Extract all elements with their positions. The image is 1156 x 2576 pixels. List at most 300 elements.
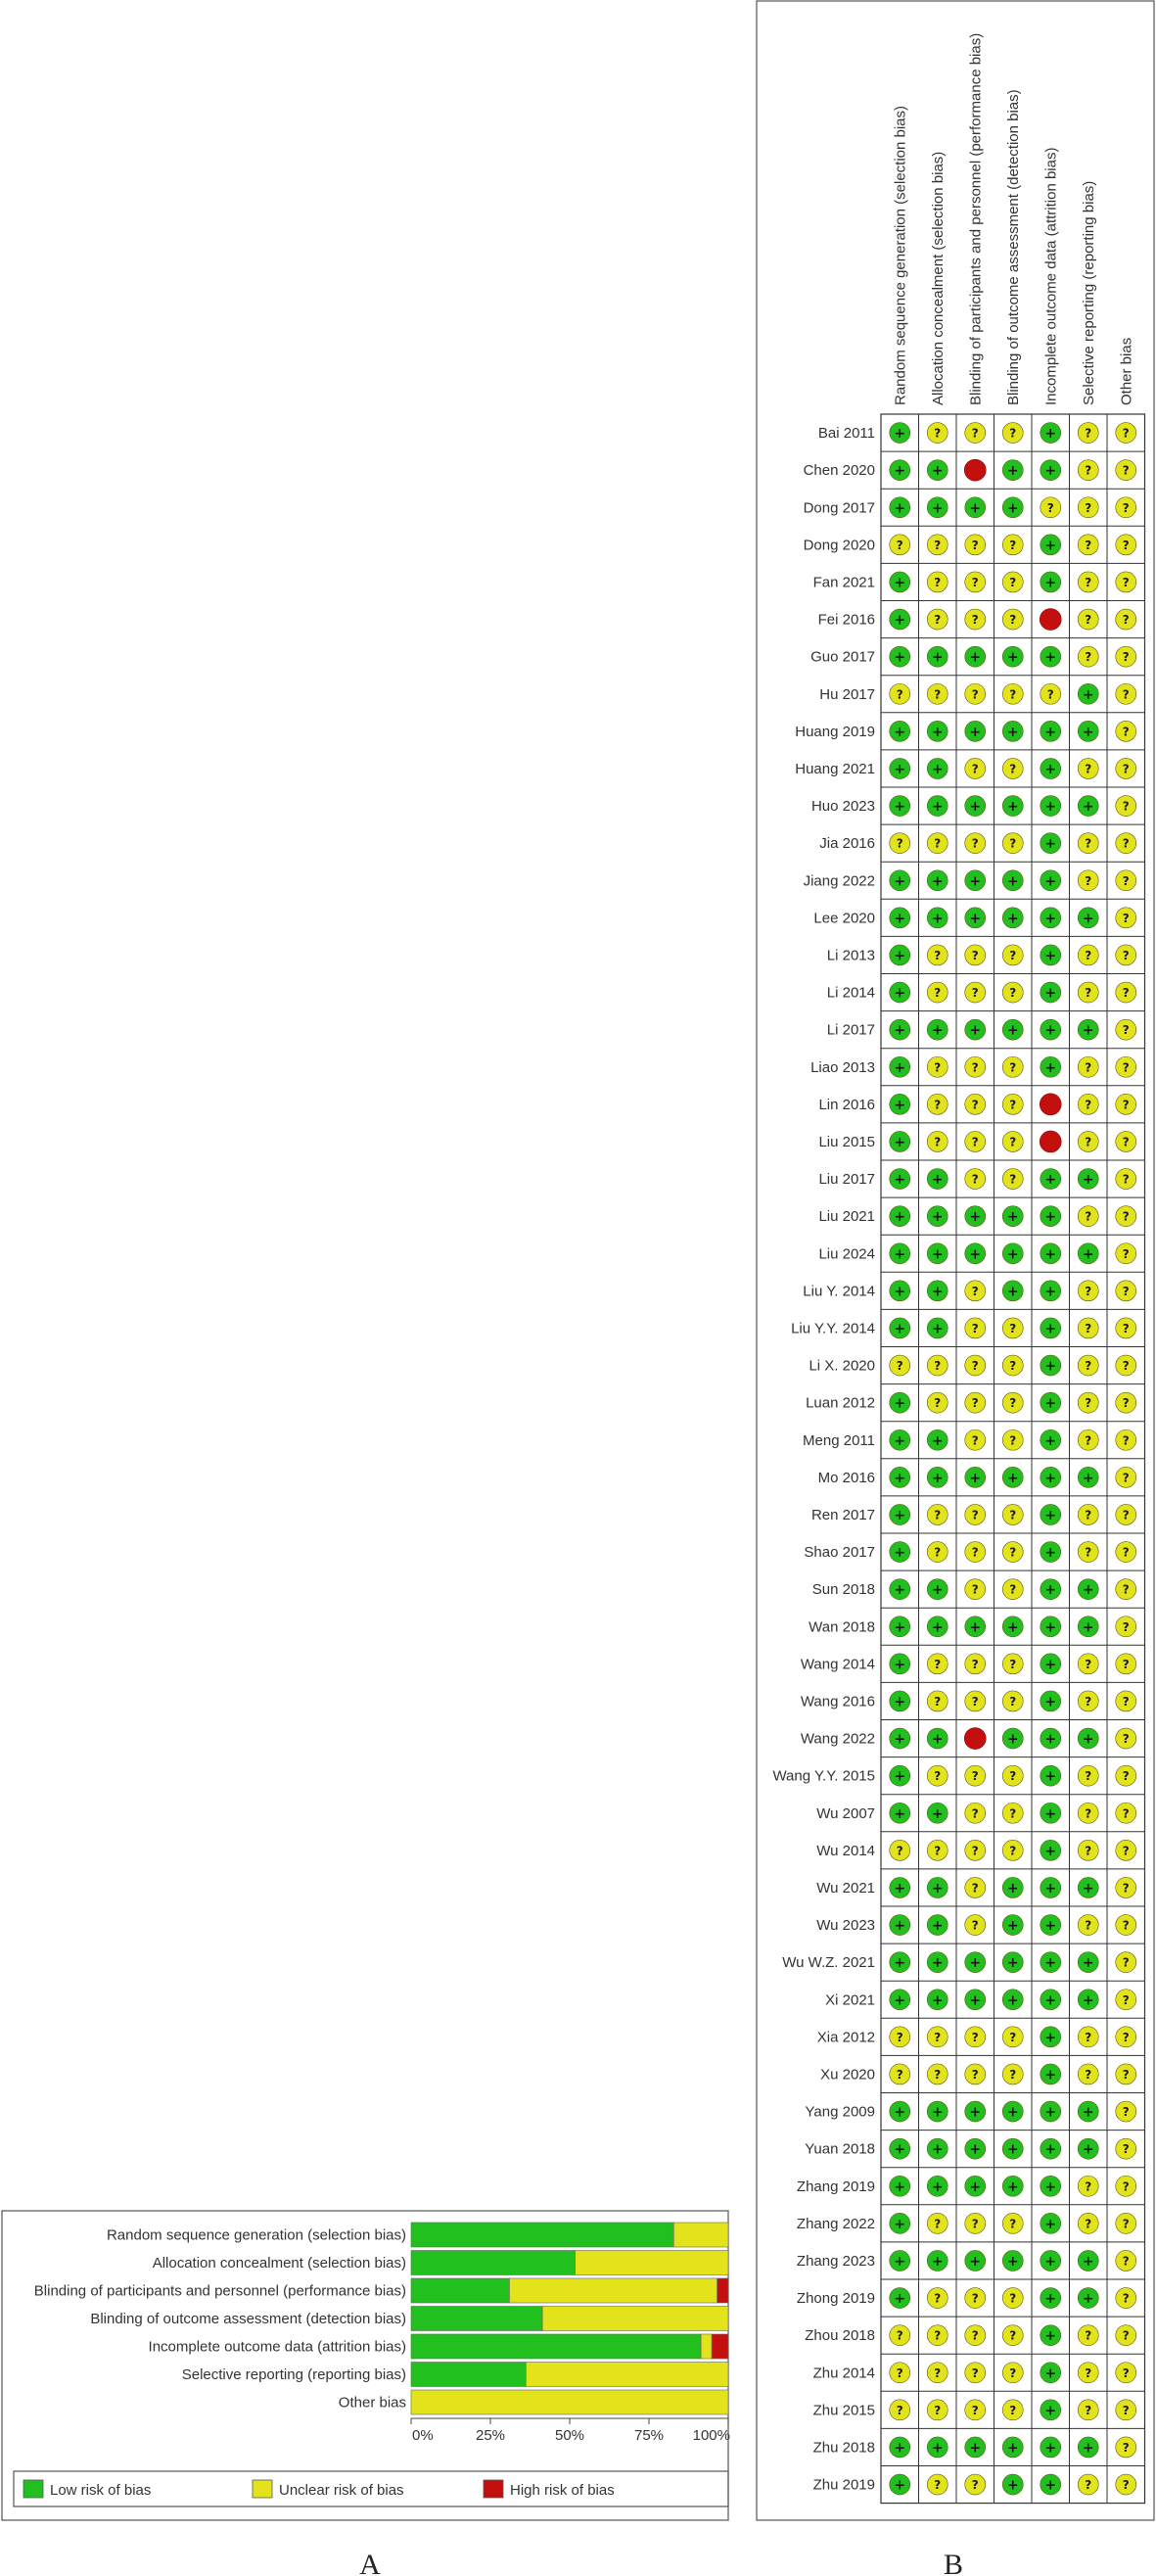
rating-cell-unclear <box>1078 1803 1098 1823</box>
rating-cell-unclear <box>1078 2027 1098 2047</box>
rating-symbol-unclear: ? <box>1085 873 1092 888</box>
rating-cell-low <box>1040 1169 1061 1190</box>
rating-cell-unclear <box>1116 721 1136 741</box>
rating-symbol-low: + <box>1044 538 1057 554</box>
rating-symbol-low: + <box>1082 911 1094 927</box>
rating-cell-low <box>1078 1019 1098 1040</box>
rating-symbol-low: + <box>894 1805 906 1822</box>
rating-cell-low <box>1078 1579 1098 1600</box>
column-header-other-bias: Other bias <box>1118 337 1135 405</box>
rating-cell-low <box>1040 2363 1061 2383</box>
rating-symbol-low: + <box>931 500 944 517</box>
rating-symbol-unclear: ? <box>1009 1508 1017 1522</box>
rating-symbol-unclear: ? <box>1085 650 1092 665</box>
rating-cell-low <box>927 2138 948 2159</box>
bar-label-allocation-concealment-selection-bias: Allocation concealment (selection bias) <box>152 2255 406 2272</box>
rating-cell-unclear <box>965 1429 986 1450</box>
rating-symbol-unclear: ? <box>1009 2291 1017 2306</box>
rating-cell-low <box>1040 1318 1061 1338</box>
rating-symbol-low: + <box>969 1022 982 1039</box>
rating-cell-unclear <box>1078 1915 1098 1936</box>
rating-symbol-low: + <box>969 799 982 816</box>
rating-symbol-unclear: ? <box>1085 2217 1092 2231</box>
rating-symbol-low: + <box>894 948 906 964</box>
rating-symbol-low: + <box>894 911 906 927</box>
rating-symbol-unclear: ? <box>1122 463 1130 478</box>
rating-cell-low <box>965 1990 986 2010</box>
rating-cell-unclear <box>1078 460 1098 481</box>
rating-cell-low <box>1002 1243 1023 1264</box>
rating-cell-unclear <box>1116 2138 1136 2159</box>
rating-cell-low <box>1040 833 1061 854</box>
rating-cell-unclear <box>927 1691 948 1711</box>
rating-symbol-low: + <box>894 761 906 777</box>
rating-symbol-unclear: ? <box>971 575 979 589</box>
rating-symbol-unclear: ? <box>1122 1172 1130 1187</box>
rating-cell-unclear <box>927 1654 948 1674</box>
rating-cell-unclear <box>1002 535 1023 555</box>
rating-symbol-low: + <box>1044 799 1057 816</box>
rating-symbol-low: + <box>1082 799 1094 816</box>
study-label: Zhang 2023 <box>796 2252 875 2270</box>
rating-symbol-low: + <box>1044 2178 1057 2195</box>
rating-cell-low <box>1040 535 1061 555</box>
study-label: Zhu 2019 <box>812 2476 875 2494</box>
rating-cell-low <box>927 1318 948 1338</box>
rating-symbol-low: + <box>1044 1731 1057 1748</box>
rating-symbol-unclear: ? <box>1085 1694 1092 1709</box>
rating-cell-low <box>890 1131 910 1151</box>
rating-symbol-low: + <box>1082 1955 1094 1972</box>
rating-symbol-unclear: ? <box>934 613 942 628</box>
rating-symbol-unclear: ? <box>934 1694 942 1709</box>
rating-symbol-unclear: ? <box>934 1098 942 1112</box>
rating-symbol-low: + <box>969 911 982 927</box>
rating-symbol-low: + <box>894 1545 906 1562</box>
study-label: Wu 2007 <box>816 1804 875 1822</box>
rating-symbol-unclear: ? <box>971 687 979 702</box>
study-label: Wu 2021 <box>816 1879 875 1897</box>
study-label: Li 2013 <box>826 947 875 964</box>
rating-cell-unclear <box>1116 945 1136 965</box>
rating-symbol-low: + <box>1044 1768 1057 1785</box>
x-tick-label: 75% <box>633 2427 665 2444</box>
rating-cell-low <box>1002 2474 1023 2495</box>
rating-symbol-unclear: ? <box>934 1844 942 1858</box>
rating-symbol-unclear: ? <box>1122 836 1130 851</box>
rating-symbol-low: + <box>1006 1022 1019 1039</box>
rating-symbol-unclear: ? <box>934 2328 942 2343</box>
rating-cell-unclear <box>965 945 986 965</box>
rating-symbol-unclear: ? <box>1122 1619 1130 1634</box>
rating-symbol-unclear: ? <box>971 762 979 776</box>
rating-symbol-low: + <box>1044 2403 1057 2419</box>
rating-symbol-unclear: ? <box>971 1694 979 1709</box>
rating-cell-unclear <box>1002 833 1023 854</box>
rating-cell-unclear <box>1002 2027 1023 2047</box>
rating-symbol-unclear: ? <box>896 2030 903 2044</box>
study-label: Li 2014 <box>826 984 875 1002</box>
rating-symbol-low: + <box>931 2141 944 2158</box>
rating-cell-low <box>890 2288 910 2309</box>
rating-cell-low <box>1002 1206 1023 1227</box>
rating-cell-low <box>890 1094 910 1114</box>
rating-symbol-low: + <box>969 2440 982 2457</box>
rating-symbol-unclear: ? <box>1122 2105 1130 2120</box>
rating-cell-unclear <box>1116 2176 1136 2196</box>
rating-cell-unclear <box>927 1840 948 1860</box>
rating-symbol-unclear: ? <box>1085 1060 1092 1075</box>
rating-cell-unclear <box>965 982 986 1003</box>
rating-cell-unclear <box>927 1355 948 1376</box>
rating-symbol-low: + <box>894 1172 906 1189</box>
rating-cell-unclear <box>1116 1019 1136 1040</box>
rating-symbol-unclear: ? <box>1009 613 1017 628</box>
rating-symbol-low: + <box>931 1731 944 1748</box>
rating-cell-low <box>890 1952 910 1973</box>
rating-cell-low <box>927 2101 948 2122</box>
study-label: Zhou 2018 <box>805 2327 875 2345</box>
rating-cell-low <box>890 1915 910 1936</box>
rating-symbol-unclear: ? <box>896 2067 903 2082</box>
rating-cell-unclear <box>1078 945 1098 965</box>
rating-symbol-unclear: ? <box>1009 1545 1017 1560</box>
rating-symbol-low: + <box>1082 1470 1094 1486</box>
rating-cell-unclear <box>965 1504 986 1524</box>
rating-symbol-unclear: ? <box>1122 2328 1130 2343</box>
rating-cell-low <box>1002 2250 1023 2271</box>
rating-symbol-unclear: ? <box>934 426 942 441</box>
rating-symbol-unclear: ? <box>934 1135 942 1149</box>
rating-symbol-unclear: ? <box>1009 2030 1017 2044</box>
rating-symbol-low: + <box>894 1059 906 1076</box>
rating-cell-low <box>890 2474 910 2495</box>
rating-symbol-low: + <box>1082 1880 1094 1897</box>
rating-cell-low <box>890 1243 910 1264</box>
rating-cell-low <box>1040 1840 1061 1860</box>
rating-symbol-low: + <box>1082 2291 1094 2308</box>
rating-symbol-unclear: ? <box>1085 948 1092 962</box>
rating-cell-low <box>1040 2064 1061 2084</box>
rating-cell-low <box>1078 721 1098 741</box>
rating-symbol-low: + <box>1006 724 1019 740</box>
rating-cell-unclear <box>1002 982 1023 1003</box>
rating-symbol-unclear: ? <box>934 1359 942 1374</box>
rating-symbol-unclear: ? <box>1009 1433 1017 1448</box>
rating-cell-unclear <box>890 2027 910 2047</box>
rating-symbol-low: + <box>894 1582 906 1599</box>
rating-symbol-unclear: ? <box>896 2403 903 2417</box>
rating-dot-high <box>964 459 986 481</box>
rating-cell-low <box>927 870 948 891</box>
rating-cell-low <box>890 1392 910 1413</box>
study-label: Liu 2017 <box>818 1171 875 1189</box>
rating-cell-unclear <box>1116 1056 1136 1077</box>
rating-cell-low <box>927 1579 948 1600</box>
rating-cell-low <box>1002 2437 1023 2458</box>
rating-cell-unclear <box>965 1803 986 1823</box>
rating-cell-unclear <box>1116 2027 1136 2047</box>
rating-cell-unclear <box>1078 646 1098 667</box>
legend-swatch-unclear <box>253 2480 272 2498</box>
rating-cell-unclear <box>965 2474 986 2495</box>
rating-cell-unclear <box>1002 1355 1023 1376</box>
rating-symbol-low: + <box>1082 1246 1094 1263</box>
column-header-blinding-of-outcome-assessment-detection-bias: Blinding of outcome assessment (detection bias) <box>1004 89 1022 405</box>
rating-symbol-unclear: ? <box>971 538 979 552</box>
rating-cell-low <box>890 2250 910 2271</box>
study-label: Fan 2021 <box>812 574 875 591</box>
rating-cell-low <box>1040 1728 1061 1749</box>
rating-symbol-low: + <box>894 1395 906 1412</box>
legend-label-low: Low risk of bias <box>50 2482 152 2499</box>
legend-label-high: High risk of bias <box>510 2482 615 2499</box>
rating-cell-unclear <box>1078 1654 1098 1674</box>
rating-symbol-unclear: ? <box>1009 2067 1017 2082</box>
rating-cell-unclear <box>1116 1392 1136 1413</box>
rating-symbol-unclear: ? <box>934 2067 942 2082</box>
rating-cell-unclear <box>890 683 910 704</box>
rating-symbol-unclear: ? <box>1122 762 1130 776</box>
rating-cell-unclear <box>1116 2437 1136 2458</box>
study-label: Yang 2009 <box>805 2103 875 2121</box>
rating-symbol-unclear: ? <box>1122 650 1130 665</box>
rating-cell-low <box>1002 460 1023 481</box>
study-label: Li X. 2020 <box>809 1357 875 1375</box>
rating-cell-unclear <box>1078 870 1098 891</box>
rating-cell-unclear <box>965 2027 986 2047</box>
rating-symbol-low: + <box>1044 426 1057 443</box>
rating-cell-high <box>964 1728 986 1750</box>
rating-symbol-low: + <box>1044 2440 1057 2457</box>
rating-symbol-unclear: ? <box>934 538 942 552</box>
rating-symbol-low: + <box>894 873 906 890</box>
rating-cell-unclear <box>965 423 986 444</box>
study-label: Fei 2016 <box>817 611 875 629</box>
rating-symbol-unclear: ? <box>971 2291 979 2306</box>
study-label: Zhong 2019 <box>796 2290 875 2308</box>
rating-symbol-unclear: ? <box>934 2291 942 2306</box>
rating-symbol-unclear: ? <box>971 836 979 851</box>
rating-cell-low <box>890 460 910 481</box>
rating-cell-low <box>1040 1765 1061 1786</box>
rating-symbol-low: + <box>1006 463 1019 480</box>
rating-cell-unclear <box>1040 497 1061 518</box>
rating-symbol-unclear: ? <box>1046 500 1054 515</box>
rating-symbol-low: + <box>894 1209 906 1226</box>
rating-cell-unclear <box>927 572 948 592</box>
rating-symbol-unclear: ? <box>934 2365 942 2380</box>
rating-cell-unclear <box>1078 833 1098 854</box>
bar-unclear-selective-reporting-reporting-bias <box>526 2363 728 2387</box>
rating-symbol-low: + <box>894 1955 906 1972</box>
rating-cell-low <box>1078 1728 1098 1749</box>
rating-symbol-unclear: ? <box>934 2478 942 2493</box>
study-label: Jia 2016 <box>819 835 875 853</box>
rating-symbol-unclear: ? <box>1122 873 1130 888</box>
rating-symbol-unclear: ? <box>1122 1545 1130 1560</box>
rating-cell-unclear <box>965 609 986 630</box>
rating-symbol-unclear: ? <box>1085 836 1092 851</box>
rating-symbol-unclear: ? <box>1085 1433 1092 1448</box>
x-tick-label: 50% <box>554 2427 585 2444</box>
rating-cell-unclear <box>1078 2213 1098 2233</box>
rating-symbol-unclear: ? <box>1085 1545 1092 1560</box>
rating-symbol-low: + <box>1006 873 1019 890</box>
rating-symbol-low: + <box>931 1246 944 1263</box>
rating-cell-unclear <box>1116 2288 1136 2309</box>
rating-cell-unclear <box>1116 796 1136 817</box>
rating-symbol-unclear: ? <box>1122 948 1130 962</box>
rating-symbol-low: + <box>1006 1470 1019 1486</box>
rating-symbol-low: + <box>1044 1805 1057 1822</box>
rating-cell-unclear <box>927 833 948 854</box>
rating-symbol-low: + <box>931 2178 944 2195</box>
rating-symbol-low: + <box>931 1619 944 1636</box>
rating-cell-unclear <box>890 1840 910 1860</box>
rating-cell-high <box>1040 1094 1061 1115</box>
rating-symbol-low: + <box>1044 463 1057 480</box>
rating-cell-unclear <box>1002 1094 1023 1114</box>
rating-cell-unclear <box>1002 2363 1023 2383</box>
rating-cell-low <box>1040 2101 1061 2122</box>
rating-cell-low <box>890 721 910 741</box>
rating-symbol-unclear: ? <box>896 1844 903 1858</box>
rating-cell-low <box>890 796 910 817</box>
rating-cell-unclear <box>965 2064 986 2084</box>
rating-symbol-low: + <box>1006 1246 1019 1263</box>
rating-symbol-low: + <box>931 873 944 890</box>
rating-cell-unclear <box>965 2400 986 2420</box>
rating-cell-unclear <box>927 2027 948 2047</box>
rating-symbol-unclear: ? <box>971 1918 979 1933</box>
rating-cell-unclear <box>927 982 948 1003</box>
rating-cell-low <box>890 1281 910 1301</box>
rating-symbol-unclear: ? <box>971 1806 979 1821</box>
rating-symbol-low: + <box>969 873 982 890</box>
rating-symbol-low: + <box>1044 1507 1057 1523</box>
bar-label-blinding-of-participants-and-personnel-performance-bias: Blinding of participants and personnel (performance bias) <box>33 2282 406 2300</box>
rating-cell-unclear <box>1002 1579 1023 1600</box>
rating-cell-high <box>964 459 986 481</box>
rating-cell-unclear <box>1002 1056 1023 1077</box>
study-label: Lee 2020 <box>813 910 875 927</box>
rating-symbol-low: + <box>1044 1657 1057 1673</box>
rating-symbol-unclear: ? <box>971 1396 979 1411</box>
rating-cell-low <box>1078 683 1098 704</box>
rating-symbol-low: + <box>931 1918 944 1935</box>
rating-symbol-unclear: ? <box>1009 2365 1017 2380</box>
rating-symbol-unclear: ? <box>1122 2365 1130 2380</box>
study-label: Wang 2022 <box>800 1730 875 1748</box>
rating-symbol-unclear: ? <box>971 986 979 1001</box>
rating-cell-low <box>1040 1355 1061 1376</box>
rating-cell-unclear <box>965 1654 986 1674</box>
study-label: Lin 2016 <box>818 1096 875 1113</box>
study-label: Xia 2012 <box>816 2029 875 2046</box>
rating-cell-low <box>927 758 948 778</box>
rating-cell-low <box>1002 1281 1023 1301</box>
rating-cell-low <box>1040 1654 1061 1674</box>
rating-cell-low <box>1002 1616 1023 1637</box>
rating-dot-high <box>964 1728 986 1750</box>
rating-cell-unclear <box>1002 1318 1023 1338</box>
rating-cell-unclear <box>1078 2363 1098 2383</box>
rating-cell-low <box>1078 2101 1098 2122</box>
rating-cell-unclear <box>1116 2213 1136 2233</box>
rating-dot-high <box>1040 1094 1061 1115</box>
rating-cell-unclear <box>1116 833 1136 854</box>
rating-cell-low <box>927 1429 948 1450</box>
rating-symbol-unclear: ? <box>934 2217 942 2231</box>
rating-cell-low <box>1078 1243 1098 1264</box>
rating-cell-unclear <box>1116 497 1136 518</box>
rating-cell-unclear <box>927 2400 948 2420</box>
study-label: Meng 2011 <box>803 1431 875 1449</box>
rating-symbol-low: + <box>894 2291 906 2308</box>
rating-cell-low <box>890 1654 910 1674</box>
rating-symbol-unclear: ? <box>934 687 942 702</box>
rating-symbol-low: + <box>1082 1022 1094 1039</box>
rating-symbol-unclear: ? <box>971 613 979 628</box>
rating-symbol-unclear: ? <box>1122 1955 1130 1970</box>
rating-symbol-unclear: ? <box>1009 1060 1017 1075</box>
rating-cell-unclear <box>1002 2213 1023 2233</box>
rating-symbol-unclear: ? <box>1122 2291 1130 2306</box>
rating-symbol-low: + <box>894 2440 906 2457</box>
column-header-blinding-of-participants-and-personnel-performance-bias: Blinding of participants and personnel (performance bias) <box>967 32 985 405</box>
rating-cell-unclear <box>927 2213 948 2233</box>
rating-cell-unclear <box>1002 945 1023 965</box>
study-label: Huang 2021 <box>795 760 875 777</box>
study-label: Wang 2016 <box>800 1693 875 1710</box>
rating-cell-low <box>1078 1877 1098 1897</box>
rating-cell-unclear <box>927 2474 948 2495</box>
rating-cell-unclear <box>1116 1765 1136 1786</box>
rating-cell-low <box>1078 2288 1098 2309</box>
rating-cell-low <box>1002 2101 1023 2122</box>
rating-symbol-unclear: ? <box>971 1135 979 1149</box>
rating-symbol-unclear: ? <box>971 1172 979 1187</box>
rating-symbol-low: + <box>1006 1880 1019 1897</box>
rating-symbol-low: + <box>894 724 906 740</box>
rating-symbol-low: + <box>1044 1694 1057 1710</box>
rating-cell-low <box>927 1206 948 1227</box>
rating-cell-low <box>890 870 910 891</box>
rating-symbol-low: + <box>1044 2291 1057 2308</box>
rating-cell-low <box>1078 796 1098 817</box>
rating-symbol-low: + <box>1044 1880 1057 1897</box>
rating-cell-low <box>1040 796 1061 817</box>
rating-symbol-low: + <box>1082 2141 1094 2158</box>
rating-symbol-unclear: ? <box>896 687 903 702</box>
rating-symbol-low: + <box>1044 2141 1057 2158</box>
rating-cell-unclear <box>927 1056 948 1077</box>
rating-cell-unclear <box>1116 1131 1136 1151</box>
rating-cell-unclear <box>890 535 910 555</box>
rating-cell-unclear <box>1002 1429 1023 1450</box>
rating-symbol-low: + <box>969 2141 982 2158</box>
rating-cell-low <box>1040 1691 1061 1711</box>
rating-symbol-unclear: ? <box>1122 1992 1130 2007</box>
rating-cell-low <box>965 1467 986 1487</box>
rating-symbol-unclear: ? <box>1085 575 1092 589</box>
rating-cell-low <box>965 1206 986 1227</box>
bar-label-other-bias: Other bias <box>338 2394 406 2412</box>
rating-symbol-low: + <box>1006 2178 1019 2195</box>
rating-cell-low <box>890 1691 910 1711</box>
rating-symbol-unclear: ? <box>1085 1918 1092 1933</box>
